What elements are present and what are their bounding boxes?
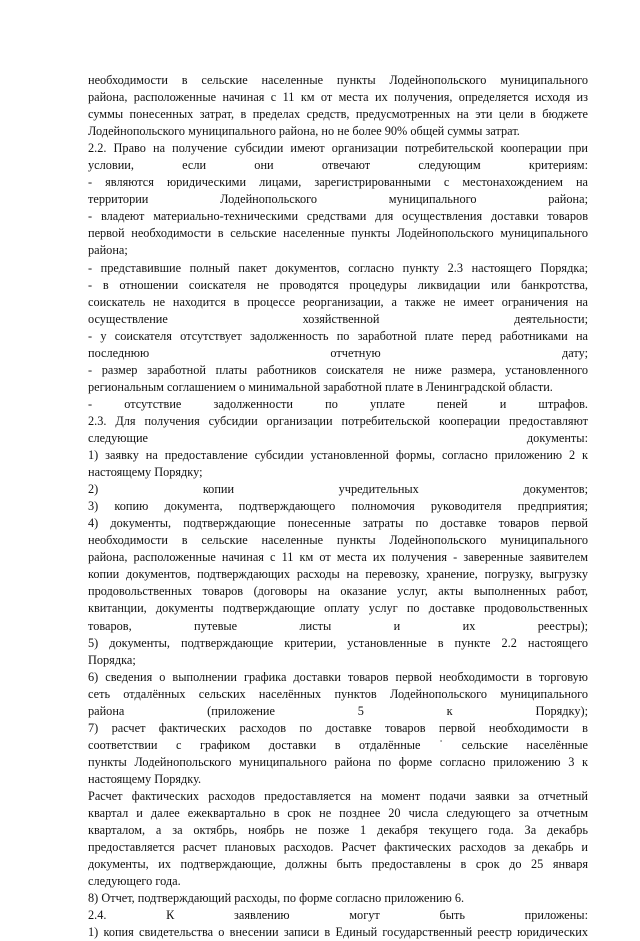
text-line: 7) расчет фактических расходов по доставке товаров первой необходимости в [88, 720, 588, 735]
text-line: 3) копию документа, подтверждающего полномочия руководителя предприятия; [88, 499, 588, 514]
text-line: 4) документы, подтверждающие понесенные затраты по доставке товаров первой [88, 516, 588, 531]
text-line: Расчет фактических расходов предоставляется на момент подачи заявки за отчетный [88, 788, 588, 803]
text-line: следующего года. [88, 874, 181, 889]
text-line: первой необходимости в сельские населенные пункты Лодейнопольского муниципального [88, 226, 588, 241]
document-page [88, 72, 588, 941]
text-line: пункты Лодейнопольского муниципального района по форме согласно приложению 3 к [88, 754, 588, 769]
text-line: кварталом, а за октябрь, ноябрь не позже 1 декабря текущего года. За декабрь [88, 823, 588, 838]
text-line: продовольственных товаров (договоры на оказание услуг, акты выполненных работ, [88, 584, 588, 599]
text-line: 2.3. Для получения субсидии организации потребительской кооперации предоставляют [88, 413, 588, 428]
text-line: - в отношении соискателя не проводятся процедуры ликвидации или банкротства, [88, 277, 588, 292]
text-line: Порядка; [88, 652, 136, 667]
text-line: суммы понесенных затрат, в пределах средств, предусмотренных на эти цели в бюджете [88, 107, 588, 122]
text-line: территории Лодейнопольского муниципального района; [88, 192, 588, 207]
text-line: района; [88, 243, 128, 258]
text-line: района, расположенные начиная с 11 км от места их получения, определяется исходя из [88, 90, 588, 105]
text-line: настоящему Порядку. [88, 771, 202, 786]
text-line: 5) документы, подтверждающие критерии, установленные в пункте 2.2 настоящего [88, 635, 588, 650]
text-line: 1) заявку на предоставление субсидии установленной формы, согласно приложению 2 к [88, 448, 588, 463]
text-line: 2) копии учредительных документов; [88, 482, 588, 497]
text-line: 8) Отчет, подтверждающий расходы, по форме согласно приложению 6. [88, 891, 465, 906]
text-line: региональным соглашением о минимальной заработной плате в Ленинградской области. [88, 379, 553, 394]
text-line: 2.2. Право на получение субсидии имеют организации потребительской кооперации при [88, 141, 588, 156]
text-line: - представившие полный пакет документов, согласно пункту 2.3 настоящего Порядка; [88, 260, 588, 275]
text-line: копии документов, подтверждающих расходы на перевозку, хранение, погрузку, выгрузку [88, 567, 588, 582]
text-line: соискатель не находится в процессе реорганизации, а также не имеет ограничения на [88, 294, 588, 309]
text-line: соответствии с графиком доставки в отдалённые ˈ сельские населённые [88, 737, 588, 752]
text-line: квартал и далее ежеквартально в срок не позднее 20 числа следующего за отчетным [88, 806, 588, 821]
text-line: 1) копия свидетельства о внесении записи в Единый государственный реестр юридических [88, 925, 588, 940]
text-line: последнюю отчетную дату; [88, 345, 588, 360]
text-line: товаров, путевые листы и их реестры); [88, 618, 588, 633]
text-line: условии, если они отвечают следующим критериям: [88, 158, 588, 173]
text-line: осуществление хозяйственной деятельности; [88, 311, 588, 326]
text-line: квитанции, документы подтверждающие оплату услуг по доставке продовольственных [88, 601, 588, 616]
text-line: района (приложение 5 к Порядку); [88, 703, 588, 718]
text-line: необходимости в сельские населенные пункты Лодейнопольского муниципального [88, 533, 588, 548]
text-line: документы, их подтверждающие, должны быть предоставлены в срок до 25 января [88, 857, 588, 872]
text-line: предоставляется расчет плановых расходов. Расчет фактических расходов за декабрь и [88, 840, 588, 855]
text-line: необходимости в сельские населенные пункты Лодейнопольского муниципального [88, 73, 588, 87]
text-line: следующие документы: [88, 430, 588, 445]
text-line: 2.4. К заявлению могут быть приложены: [88, 908, 588, 923]
text-line: - являются юридическими лицами, зарегистрированными с местонахождением на [88, 175, 588, 190]
text-line: - у соискателя отсутствует задолженность по заработной плате перед работниками на [88, 328, 588, 343]
text-line: 6) сведения о выполнении графика доставки товаров первой необходимости в торговую [88, 669, 588, 684]
text-line: - владеют материально-техническими средствами для осуществления доставки товаров [88, 209, 588, 224]
text-line: Лодейнопольского муниципального района, но не более 90% общей суммы затрат. [88, 124, 520, 139]
text-line: района, расположенные начиная с 11 км от места их получения - заверенные заявителем [88, 550, 588, 565]
text-line: - отсутствие задолженности по уплате пеней и штрафов. [88, 396, 588, 411]
text-line: - размер заработной платы работников соискателя не ниже размера, установленного [88, 362, 588, 377]
text-line: сеть отдалённых сельских населённых пунктов Лодейнопольского муниципального [88, 686, 588, 701]
text-line: настоящему Порядку; [88, 465, 203, 480]
